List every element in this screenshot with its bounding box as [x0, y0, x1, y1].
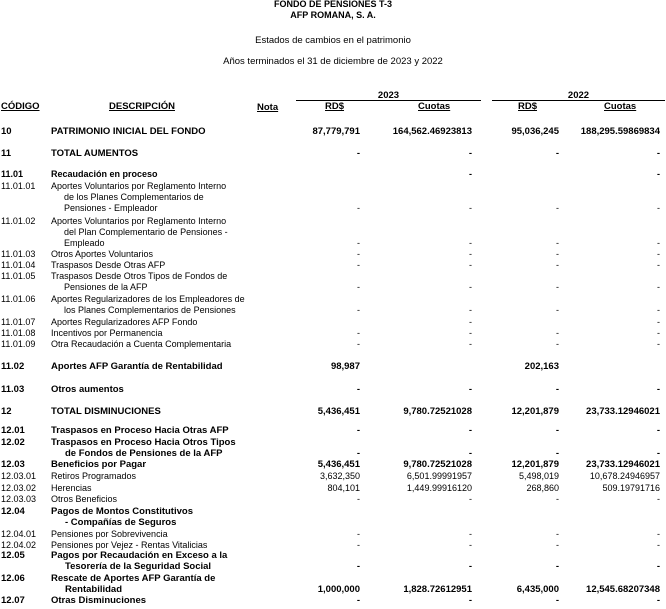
row-description: Rentabilidad — [65, 584, 123, 595]
rd-2023-header: RD$ — [325, 101, 345, 112]
cuotas-2023-value: - — [468, 384, 472, 395]
table-row — [0, 339, 666, 350]
row-code: 11.01.08 — [1, 328, 36, 338]
row-code: 12.03.01 — [1, 471, 37, 481]
row-description: Aportes Regularizadores de los Empleadores de — [51, 294, 245, 304]
cuotas-2023-value: 6,501.99991957 — [406, 471, 472, 481]
cuotas-2023-value: 9,780.72521028 — [403, 459, 472, 470]
cuotas-2022-value: - — [656, 384, 660, 395]
row-code: 11.01.07 — [1, 317, 36, 327]
row-code: 10 — [1, 126, 12, 137]
cuotas-2023-value: - — [469, 282, 472, 292]
year-2022-header: 2022 — [567, 90, 590, 101]
rd-2023-value: - — [357, 529, 360, 539]
note-column-header: Nota — [257, 102, 279, 113]
row-code: 11.03 — [1, 384, 25, 395]
cuotas-2022-value: - — [657, 317, 660, 327]
period-label: Años terminados el 31 de diciembre de 2023 y 2022 — [223, 56, 443, 67]
row-description: Recaudación en proceso — [51, 169, 158, 179]
row-code: 12.02 — [1, 437, 25, 448]
table-row — [0, 550, 666, 561]
cuotas-2022-header: Cuotas — [604, 101, 637, 112]
cuotas-2023-value: - — [468, 425, 472, 436]
cuotas-2023-value: - — [468, 448, 472, 459]
table-row — [0, 437, 666, 448]
rd-2022-value: - — [556, 494, 559, 504]
cuotas-2022-value: - — [657, 203, 660, 213]
cuotas-2023-value: - — [469, 540, 472, 550]
row-description: Incentivos por Permanencia — [51, 328, 163, 338]
cuotas-2022-value: 12,545.68207348 — [586, 584, 660, 595]
rd-2022-value: - — [555, 448, 559, 459]
cuotas-2022-value: - — [657, 339, 660, 349]
row-description: Otra Recaudación a Cuenta Complementaria — [51, 339, 232, 349]
row-description: Traspasos Desde Otros Tipos de Fondos de — [51, 271, 228, 281]
row-description: Pensiones de la AFP — [64, 282, 148, 292]
row-code: 12.04 — [1, 506, 25, 517]
rd-2022-value: - — [556, 260, 559, 270]
cuotas-2023-value: - — [469, 260, 472, 270]
row-description: Otras Disminuciones — [51, 595, 147, 606]
cuotas-2023-value: 9,780.72521028 — [403, 406, 472, 417]
rd-2023-value: - — [357, 203, 360, 213]
cuotas-2023-value: - — [468, 561, 472, 572]
rd-2022-value: 268,860 — [526, 483, 559, 493]
cuotas-2023-value: - — [469, 339, 472, 349]
cuotas-2023-value: - — [469, 169, 472, 179]
cuotas-2022-value: - — [657, 529, 660, 539]
row-description: Beneficios por Pagar — [51, 459, 147, 470]
cuotas-2023-header: Cuotas — [418, 101, 451, 112]
rd-2023-value: 87,779,791 — [312, 126, 360, 137]
row-description: Otros aumentos — [51, 384, 124, 395]
rd-2023-value: - — [357, 305, 360, 315]
row-description: TOTAL AUMENTOS — [51, 148, 139, 159]
cuotas-2023-value: 164,562.46923813 — [392, 126, 472, 137]
row-description: Aportes Voluntarios por Reglamento Interno — [51, 181, 227, 191]
rd-2022-value: - — [556, 282, 559, 292]
rd-2022-value: 5,498,019 — [518, 471, 559, 481]
table-row-continuation — [0, 448, 666, 459]
cuotas-2022-value: 509.19791716 — [602, 483, 660, 493]
row-description: Otros Beneficios — [51, 494, 118, 504]
code-column-header: CÓDIGO — [1, 101, 40, 112]
table-row — [0, 506, 666, 517]
rd-2022-value: 95,036,245 — [511, 126, 559, 137]
statement-title: Estados de cambios en el patrimonio — [255, 35, 411, 46]
rd-2022-value: - — [556, 238, 559, 248]
cuotas-2022-value: 10,678.24946957 — [589, 471, 660, 481]
rd-2023-value: 3,632,350 — [319, 471, 360, 481]
row-description: Aportes AFP Garantía de Rentabilidad — [51, 361, 223, 372]
rd-2022-value: - — [555, 384, 559, 395]
cuotas-2022-value: 23,733.12946021 — [586, 459, 660, 470]
table-row-continuation — [0, 192, 666, 203]
cuotas-2022-value: - — [657, 260, 660, 270]
cuotas-2022-value: - — [657, 494, 660, 504]
table-row — [0, 317, 666, 328]
cuotas-2022-value: - — [657, 305, 660, 315]
row-description: PATRIMONIO INICIAL DEL FONDO — [51, 126, 206, 137]
rd-2023-value: - — [357, 260, 360, 270]
row-code: 12.03.03 — [1, 494, 37, 504]
rd-2023-value: - — [357, 328, 360, 338]
rd-2023-value: 1,000,000 — [317, 584, 360, 595]
table-row — [0, 459, 666, 470]
cuotas-2022-value: - — [656, 595, 660, 606]
cuotas-2022-value: - — [657, 328, 660, 338]
rd-2023-value: - — [356, 148, 360, 159]
row-code: 11 — [1, 148, 12, 159]
cuotas-2022-value: - — [656, 425, 660, 436]
table-row-continuation — [0, 282, 666, 293]
row-description: Empleado — [64, 238, 105, 248]
table-row-continuation — [0, 517, 666, 528]
rd-2023-value: - — [357, 339, 360, 349]
row-code: 12.07 — [1, 595, 25, 606]
row-description: del Plan Complementario de Pensiones - — [64, 227, 228, 237]
row-description: Traspasos Desde Otras AFP — [51, 260, 166, 270]
rd-2022-value: - — [556, 540, 559, 550]
row-code: 11.01.02 — [1, 216, 36, 226]
cuotas-2023-value: - — [469, 529, 472, 539]
description-column-header: DESCRIPCIÓN — [109, 101, 175, 112]
cuotas-2022-value: - — [657, 169, 660, 179]
table-row — [0, 148, 666, 159]
rd-2023-value: 5,436,451 — [317, 406, 360, 417]
rd-2023-value: - — [357, 494, 360, 504]
rd-2023-value: - — [357, 238, 360, 248]
cuotas-2023-value: - — [469, 317, 472, 327]
cuotas-2023-value: - — [469, 494, 472, 504]
rd-2022-value: - — [556, 203, 559, 213]
table-row — [0, 126, 666, 137]
rd-2022-value: 12,201,879 — [511, 406, 559, 417]
cuotas-2022-value: - — [657, 540, 660, 550]
rd-2022-value: - — [556, 305, 559, 315]
cuotas-2022-value: - — [656, 148, 660, 159]
table-row — [0, 260, 666, 271]
row-code: 11.01.09 — [1, 339, 36, 349]
row-description: Pagos de Montos Constitutivos — [51, 506, 193, 517]
rd-2023-value: - — [357, 282, 360, 292]
rd-2023-value: - — [357, 249, 360, 259]
row-code: 11.01.04 — [1, 260, 36, 270]
rd-2022-value: - — [555, 148, 559, 159]
row-description: Pensiones por Sobrevivencia — [51, 529, 168, 539]
cuotas-2022-value: - — [656, 448, 660, 459]
row-description: TOTAL DISMINUCIONES — [51, 406, 161, 417]
row-description: Traspasos en Proceso Hacia Otras AFP — [51, 425, 229, 436]
rd-2022-value: - — [556, 339, 559, 349]
row-code: 12.06 — [1, 573, 25, 584]
cuotas-2022-value: - — [656, 561, 660, 572]
table-row — [0, 494, 666, 505]
row-code: 12.04.02 — [1, 540, 37, 550]
row-code: 11.01.01 — [1, 181, 36, 191]
rd-2022-value: 12,201,879 — [511, 459, 559, 470]
table-row — [0, 595, 666, 606]
cuotas-2023-value: - — [469, 238, 472, 248]
table-row — [0, 271, 666, 282]
company-name: AFP ROMANA, S. A. — [290, 10, 376, 20]
row-description: Traspasos en Proceso Hacia Otros Tipos — [51, 437, 236, 448]
table-row — [0, 294, 666, 305]
table-row — [0, 483, 666, 494]
table-row — [0, 384, 666, 395]
table-row — [0, 425, 666, 436]
cuotas-2022-value: 188,295.59869834 — [580, 126, 660, 137]
rd-2022-value: 202,163 — [524, 361, 559, 372]
rd-2023-value: - — [356, 561, 360, 572]
row-description: Aportes Regularizadores AFP Fondo — [51, 317, 198, 327]
row-description: Tesorería de la Seguridad Social — [65, 561, 212, 572]
table-row — [0, 406, 666, 417]
rd-2023-value: - — [356, 595, 360, 606]
row-description: Aportes Voluntarios por Reglamento Interno — [51, 216, 227, 226]
table-row — [0, 361, 666, 372]
fund-title: FONDO DE PENSIONES T-3 — [273, 0, 393, 9]
row-code: 11.02 — [1, 361, 25, 372]
rd-2022-value: - — [555, 595, 559, 606]
rd-2023-value: - — [356, 384, 360, 395]
cuotas-2023-value: - — [469, 249, 472, 259]
table-row — [0, 529, 666, 540]
row-code: 12 — [1, 406, 12, 417]
row-description: de los Planes Complementarios de — [64, 192, 204, 202]
cuotas-2023-value: - — [468, 148, 472, 159]
rd-2022-value: - — [555, 561, 559, 572]
rd-2023-value: - — [357, 540, 360, 550]
row-code: 11.01 — [1, 169, 24, 179]
table-row — [0, 249, 666, 260]
table-row — [0, 181, 666, 192]
cuotas-2022-value: - — [657, 282, 660, 292]
table-row-continuation — [0, 227, 666, 238]
rd-2022-value: - — [556, 529, 559, 539]
rd-2022-value: 6,435,000 — [516, 584, 559, 595]
row-code: 12.05 — [1, 550, 25, 561]
table-row-continuation — [0, 561, 666, 572]
row-description: Pensiones - Empleador — [64, 203, 158, 213]
row-description: Retiros Programados — [51, 471, 137, 481]
row-description: Pagos por Recaudación en Exceso a la — [51, 550, 228, 561]
row-description: Herencias — [51, 483, 92, 493]
cuotas-2022-value: - — [657, 249, 660, 259]
rd-2023-value: - — [356, 425, 360, 436]
table-row — [0, 216, 666, 227]
row-code: 12.04.01 — [1, 529, 37, 539]
rd-2022-value: - — [555, 425, 559, 436]
table-row — [0, 573, 666, 584]
cuotas-2023-value: - — [469, 305, 472, 315]
rd-2023-value: 804,101 — [327, 483, 360, 493]
rd-2022-value: - — [556, 249, 559, 259]
cuotas-2022-value: - — [657, 238, 660, 248]
rd-2023-value: 98,987 — [330, 361, 360, 372]
row-description: Rescate de Aportes AFP Garantía de — [51, 573, 216, 584]
cuotas-2023-value: - — [469, 328, 472, 338]
cuotas-2023-value: - — [469, 203, 472, 213]
row-description: Pensiones por Vejez - Rentas Vitalicias — [51, 540, 208, 550]
table-row — [0, 471, 666, 482]
row-description: - Compañías de Seguros — [65, 517, 177, 528]
row-code: 12.03 — [1, 459, 25, 470]
cuotas-2023-value: 1,828.72612951 — [403, 584, 472, 595]
row-code: 12.03.02 — [1, 483, 37, 493]
table-row — [0, 169, 666, 180]
cuotas-2023-value: 1,449.99916120 — [406, 483, 472, 493]
row-code: 11.01.05 — [1, 271, 36, 281]
table-row-continuation — [0, 238, 666, 249]
row-code: 12.01 — [1, 425, 25, 436]
row-code: 11.01.03 — [1, 249, 36, 259]
table-row — [0, 328, 666, 339]
row-description: de Fondos de Pensiones de la AFP — [65, 448, 223, 459]
table-row-continuation — [0, 203, 666, 214]
row-description: Otros Aportes Voluntarios — [51, 249, 154, 259]
rd-2022-value: - — [556, 328, 559, 338]
row-code: 11.01.06 — [1, 294, 36, 304]
cuotas-2023-value: - — [468, 595, 472, 606]
table-row-continuation — [0, 305, 666, 316]
year-2023-header: 2023 — [377, 90, 400, 101]
rd-2023-value: - — [356, 448, 360, 459]
row-description: los Planes Complementarios de Pensiones — [64, 305, 236, 315]
rd-2023-value: 5,436,451 — [317, 459, 360, 470]
cuotas-2022-value: 23,733.12946021 — [586, 406, 660, 417]
table-row-continuation — [0, 584, 666, 595]
rd-2022-header: RD$ — [518, 101, 538, 112]
